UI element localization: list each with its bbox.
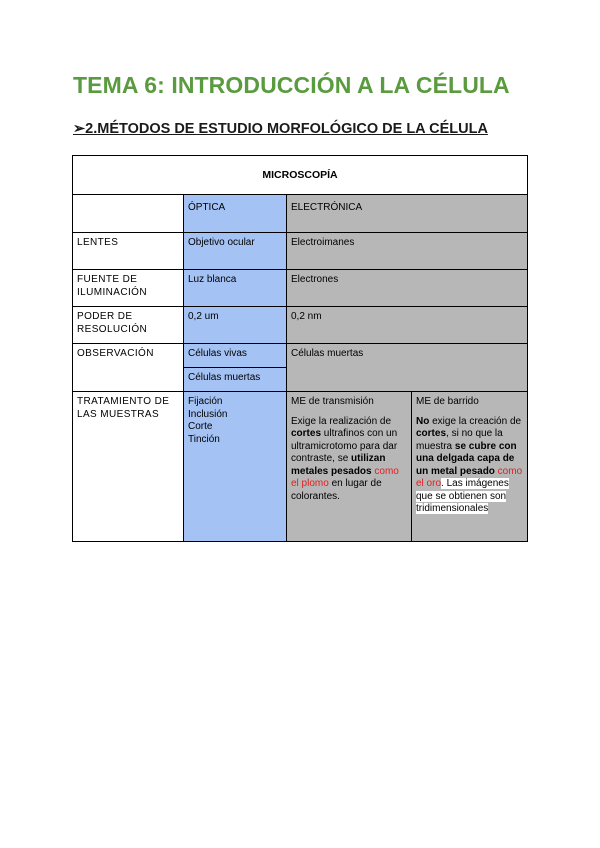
me-transmision-cortes: cortes: [291, 428, 322, 439]
cell-tratamiento-optica: [184, 392, 287, 542]
column-header-row: [73, 195, 528, 233]
table-row-poder: [73, 307, 528, 344]
row-label-tratamiento-line2: LAS MUESTRAS: [77, 408, 160, 420]
table-header: MICROSCOPÍA: [73, 156, 528, 195]
table-row-lentes: [73, 233, 528, 270]
row-label-fuente-line2: ILUMINACIÓN: [77, 286, 147, 298]
cell-fuente-optica: Luz blanca: [184, 270, 287, 307]
row-label-tratamiento: [73, 392, 184, 542]
me-barrido-text: [416, 416, 523, 516]
me-transmision-text: [291, 416, 407, 504]
cell-lentes-optica: Objetivo ocular: [184, 233, 287, 270]
microscopy-table: [72, 155, 528, 542]
row-label-poder-line1: PODER DE: [77, 311, 133, 322]
me-transmision-text-6: en lugar de colorantes.: [291, 478, 382, 502]
document-title: TEMA 6: INTRODUCCIÓN A LA CÉLULA: [73, 72, 510, 98]
row-label-fuente: [73, 270, 184, 307]
cell-observacion-optica-vivas: Células vivas: [184, 344, 287, 368]
me-transmision-plomo: como el plomo: [291, 465, 399, 489]
table-row-fuente: [73, 270, 528, 307]
me-barrido-text-2: exige la creación de: [429, 415, 522, 427]
cell-me-barrido: [412, 392, 528, 542]
table-row-tratamiento: [73, 392, 528, 542]
list-item: Inclusión: [188, 408, 228, 420]
table-row-observacion: [73, 344, 528, 368]
row-label-fuente-line1: FUENTE DE: [77, 274, 138, 285]
me-barrido-no: No: [416, 415, 430, 427]
cell-lentes-electronica: Electroimanes: [287, 233, 528, 270]
me-transmision-title: ME de transmisión: [291, 396, 374, 407]
col-optica-header: ÓPTICA: [184, 195, 287, 233]
cell-poder-electronica: 0,2 nm: [287, 307, 528, 344]
me-barrido-oro: como el oro: [416, 465, 523, 489]
cell-poder-optica: 0,2 um: [184, 307, 287, 344]
list-item: Tinción: [188, 433, 220, 445]
me-transmision-text-3: ultrafinos con un ultramicrotomo para dar contraste, se: [291, 428, 398, 464]
me-barrido-title: ME de barrido: [416, 396, 479, 407]
list-item: Fijación: [188, 396, 223, 407]
row-label-lentes: LENTES: [73, 233, 184, 270]
me-barrido-cubre: se cubre con una delgada capa de un metal pesado: [416, 440, 517, 477]
empty-corner-cell: [73, 195, 184, 233]
me-barrido-text-7: . Las imágenes que se obtienen son tridimensionales: [416, 478, 509, 514]
row-label-tratamiento-line1: TRATAMIENTO DE: [77, 396, 170, 407]
cell-me-transmision: [287, 392, 412, 542]
section-heading: ➢2.MÉTODOS DE ESTUDIO MORFOLÓGICO DE LA CÉLULA: [73, 121, 488, 137]
me-transmision-text-1: Exige la realización de: [291, 415, 392, 427]
col-electronica-header: ELECTRÓNICA: [287, 195, 528, 233]
me-transmision-metales: utilizan metales pesados: [291, 453, 386, 477]
row-label-poder: [73, 307, 184, 344]
table-header-row: [73, 156, 528, 195]
row-label-observacion: OBSERVACIÓN: [73, 344, 184, 392]
me-barrido-cortes: cortes: [416, 428, 447, 439]
me-barrido-text-4: , si no que la muestra: [416, 428, 503, 452]
row-label-poder-line2: RESOLUCIÓN: [77, 323, 148, 335]
list-item: Corte: [188, 421, 213, 432]
cell-fuente-electronica: Electrones: [287, 270, 528, 307]
cell-observacion-electronica: Células muertas: [287, 344, 528, 392]
cell-observacion-optica-muertas: Células muertas: [184, 368, 287, 392]
